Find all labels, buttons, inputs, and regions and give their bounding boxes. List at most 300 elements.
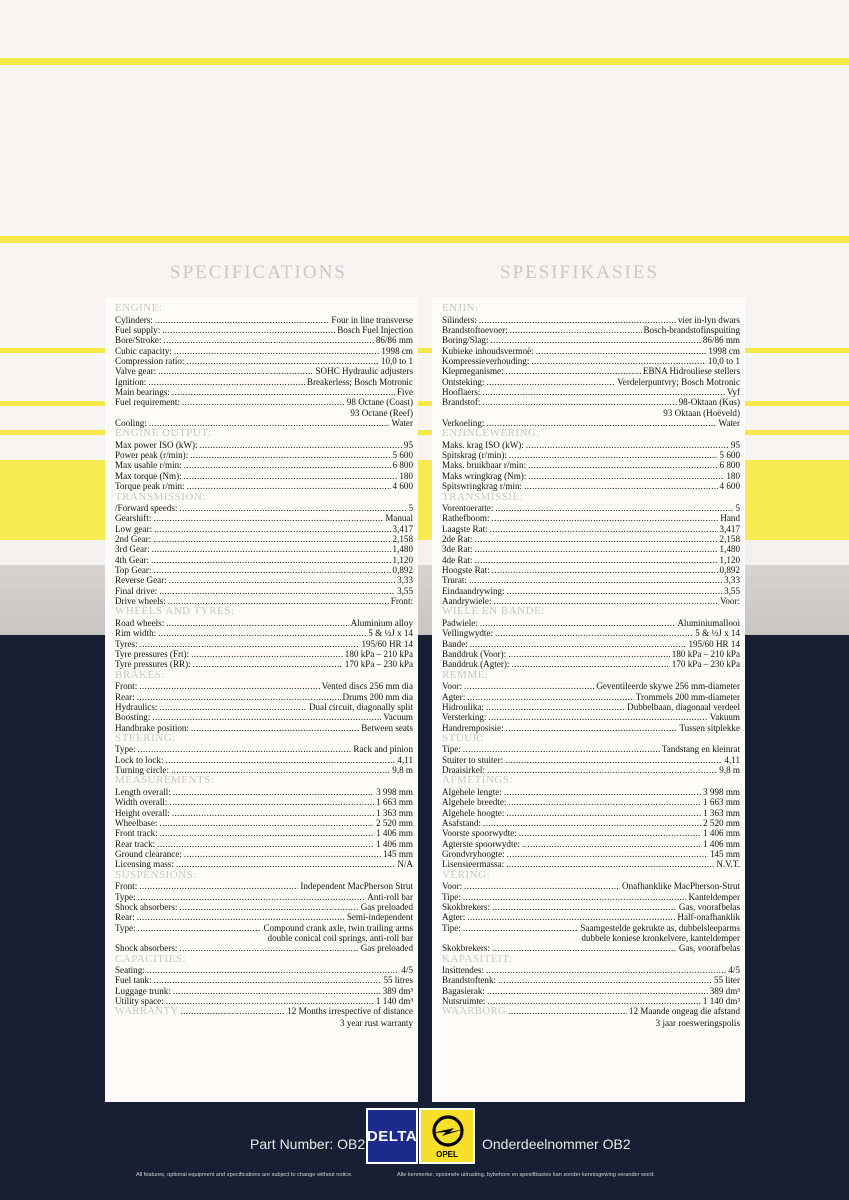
spec-group-heading: REMME: [442, 668, 489, 681]
dot-leader [507, 849, 708, 859]
spec-value: 145 mm [709, 848, 740, 859]
opel-blitz-icon [429, 1114, 467, 1150]
spec-label: WAARBORG [442, 1006, 507, 1018]
dot-leader [152, 712, 381, 722]
dot-leader [166, 755, 396, 765]
dot-leader [536, 346, 707, 356]
spec-label: Brandstof: [442, 397, 481, 408]
spec-row [442, 744, 740, 754]
spec-value: Front: [390, 596, 413, 607]
spec-value: 9,8 m [392, 765, 413, 776]
dot-leader [464, 681, 594, 691]
spec-value: Gas preloaded [360, 901, 413, 912]
dot-leader [482, 387, 724, 397]
spec-value: 12 Maande ongeag die afstand [628, 1006, 740, 1017]
spec-label: Maks wringkrag (Nm): [442, 470, 527, 481]
spec-label: Versterking: [442, 712, 487, 723]
spec-row [442, 881, 740, 891]
dot-leader [159, 818, 374, 828]
spec-row [115, 471, 413, 481]
spec-row [115, 397, 413, 407]
spec-row [442, 534, 740, 544]
spec-label: Front track: [115, 828, 158, 839]
spec-value: 1 663 mm [703, 797, 740, 808]
spec-value: 5 [408, 503, 413, 513]
spec-label: Final drive: [115, 585, 158, 596]
spec-value: 1998 cm [708, 345, 740, 356]
spec-row [442, 481, 740, 491]
spec-row [442, 555, 740, 565]
dot-leader [159, 702, 307, 712]
spec-row [115, 975, 413, 985]
dot-leader [139, 881, 298, 891]
dot-leader [482, 397, 676, 407]
dot-leader [160, 828, 374, 838]
spec-value: 3,417 [392, 523, 413, 534]
spec-label: Hooflaers: [442, 386, 481, 397]
spec-row [115, 965, 413, 975]
spec-row [115, 524, 413, 534]
spec-label: Trurat: [442, 575, 467, 586]
spec-label: Banddruk (Voor): [442, 648, 507, 659]
spec-label: Cubic capacity: [115, 345, 172, 356]
spec-value: EBNA Hidrouliese stellers [643, 366, 740, 377]
spec-label: Max power ISO (kW): [115, 439, 198, 450]
spec-value-continuation: 3 year rust warranty [340, 1017, 413, 1028]
spec-value: 180 kPa – 210 kPa [344, 648, 413, 659]
spec-group-heading: ENJINLEWERING: [442, 427, 541, 440]
spec-value: 1,480 [719, 544, 740, 555]
spec-label: Max usable r/min: [115, 460, 182, 471]
spec-value: Verdelerpuntvry; Bosch Motronic [617, 376, 740, 387]
spec-value: 6 800 [719, 460, 740, 471]
spec-label: Rear: [115, 691, 135, 702]
spec-label: 3rd Gear: [115, 544, 150, 555]
spec-row [115, 555, 413, 565]
spec-label: Draaisirkel: [442, 765, 485, 776]
spec-value: 1,120 [392, 554, 413, 565]
spec-value: 3,55 [397, 585, 413, 596]
spec-label: Handbrake position: [115, 722, 189, 733]
spec-label: Compression ratio: [115, 355, 185, 366]
spec-label: Fuel requirement: [115, 397, 180, 408]
spec-value: 9,8 m [719, 765, 740, 776]
spec-label: /Forward speeds: [115, 503, 178, 513]
spec-value: Anti-roll bar [367, 891, 413, 902]
dot-leader [153, 513, 383, 523]
spec-group-heading: STUUR: [442, 731, 485, 744]
spec-value: 55 liter [713, 975, 740, 986]
spec-row [442, 943, 740, 953]
spec-row [442, 808, 740, 818]
spec-label: Spitswringkrag r/min: [442, 481, 523, 492]
spec-label: Tipe: [442, 891, 461, 902]
spec-label: Hidroulika: [442, 701, 484, 712]
dot-leader [172, 808, 374, 818]
spec-label: 4th Gear: [115, 554, 150, 565]
spec-row [115, 460, 413, 470]
spec-row [115, 808, 413, 818]
dot-leader [166, 618, 348, 628]
spec-row [442, 356, 740, 366]
dot-leader [511, 659, 669, 669]
dot-leader [526, 440, 729, 450]
spec-row [115, 575, 413, 585]
dot-leader [463, 744, 660, 754]
spec-label: Gearshift: [115, 513, 152, 524]
dot-leader [147, 965, 400, 975]
spec-value-continuation: 93 Octane (Reef) [350, 407, 413, 418]
spec-row [115, 849, 413, 859]
dot-leader [488, 712, 707, 722]
spec-row [115, 923, 413, 933]
spec-value: Hand [720, 513, 740, 524]
dot-leader [173, 986, 381, 996]
spec-value: Water [391, 417, 413, 428]
spec-value: Vakuum [709, 712, 740, 723]
dot-leader [487, 986, 708, 996]
spec-value: Vyf [726, 386, 740, 397]
spec-row [115, 828, 413, 838]
spec-value: Vented discs 256 mm dia [321, 681, 413, 692]
dot-leader [169, 575, 395, 585]
spec-label: Licensing mass: [115, 859, 174, 870]
spec-row [115, 366, 413, 376]
spec-label: Spitskrag (r/min): [442, 450, 507, 461]
dot-leader [179, 503, 406, 513]
spec-label: Cooling: [115, 417, 147, 428]
spec-row [442, 628, 740, 638]
spec-label: Handremposisie: [442, 722, 504, 733]
spec-value: 2,158 [719, 534, 740, 545]
spec-label: Skokbrekers: [442, 901, 490, 912]
spec-value: Aluminiumallooi [677, 617, 740, 628]
dot-leader [495, 628, 693, 638]
spec-label: Voor: [442, 681, 463, 692]
spec-row [442, 503, 740, 513]
dot-leader [487, 765, 717, 775]
spec-label: Tyre pressures (Frt): [115, 648, 190, 659]
dot-leader [154, 975, 382, 985]
spec-label: Cylinders: [115, 314, 153, 325]
spec-label: Nutsruimte: [442, 996, 486, 1007]
spec-label: Road wheels: [115, 617, 165, 628]
spec-row [442, 702, 740, 712]
spec-label: Turning circle: [115, 765, 169, 776]
yellow-stripe [0, 58, 849, 65]
dot-leader [152, 544, 391, 554]
spec-label: Lock to lock: [115, 754, 164, 765]
dot-leader [191, 649, 343, 659]
dot-leader [475, 534, 718, 544]
spec-value: 5 [735, 503, 740, 513]
spec-label: 2de Rat: [442, 534, 473, 545]
spec-label: Voorste spoorwydte: [442, 828, 517, 839]
spec-label: Hoogste Rat: [442, 565, 490, 576]
dot-leader [138, 923, 262, 933]
spec-row [115, 881, 413, 891]
spec-value-continuation: 3 jaar roesweringspolis [655, 1017, 740, 1028]
spec-value: 1 406 mm [703, 828, 740, 839]
spec-row [115, 503, 413, 513]
spec-row [442, 524, 740, 534]
spec-value: 95 [730, 439, 740, 450]
spec-row [115, 628, 413, 638]
spec-value: N.V.T. [716, 859, 740, 870]
dot-leader [172, 387, 395, 397]
spec-value: Dubbelbaan, diagonaal verdeel [627, 701, 740, 712]
spec-row [442, 440, 740, 450]
spec-label: Kompressieverhouding: [442, 355, 530, 366]
spec-value: Five [396, 386, 413, 397]
spec-value: 86/86 mm [375, 335, 413, 346]
spec-label: Type: [115, 891, 136, 902]
specs-panel-english [105, 297, 418, 1102]
spec-value: Tandstang en kleinrat [661, 744, 740, 755]
spec-label: Fuel tank: [115, 975, 152, 986]
spec-label: Padwiele: [442, 617, 478, 628]
spec-value: 170 kPa – 230 kPa [344, 659, 413, 670]
spec-group-heading: TRANSMISSION: [115, 490, 206, 503]
spec-label: Vorentoeratte: [442, 503, 494, 513]
spec-group-heading: KAPASITEIT: [442, 952, 513, 965]
spec-row [115, 534, 413, 544]
spec-label: Boosting: [115, 712, 151, 723]
dot-leader [140, 639, 360, 649]
dot-leader [179, 902, 358, 912]
spec-value: 1 363 mm [376, 807, 413, 818]
spec-value: Saamgestelde gekrukte as, dubbelsleeparms [580, 922, 740, 933]
opel-logo [419, 1108, 475, 1164]
spec-label: Maks. bruikbaar r/min: [442, 460, 527, 471]
spec-value: 2 520 mm [376, 817, 413, 828]
spec-row [442, 755, 740, 765]
spec-label: WARRANTY [115, 1006, 179, 1018]
spec-label: Tipe: [442, 922, 461, 933]
dot-leader [181, 1006, 286, 1016]
spec-row [442, 387, 740, 397]
spec-value: 95 [403, 439, 413, 450]
dot-leader [490, 335, 700, 345]
spec-row [115, 702, 413, 712]
spec-value: Gas preloaded [360, 943, 413, 954]
spec-group-heading: TRANSMISSIE: [442, 490, 524, 503]
dot-leader [475, 555, 718, 565]
spec-group-heading: STEERING: [115, 731, 176, 744]
spec-value: 0,892 [719, 565, 740, 576]
dot-leader [162, 325, 335, 335]
spec-row [442, 450, 740, 460]
spec-row [442, 849, 740, 859]
spec-value: 10,0 to 1 [380, 355, 413, 366]
spec-value: 170 kPa – 230 kPa [671, 659, 740, 670]
dot-leader [157, 839, 374, 849]
spec-row [115, 618, 413, 628]
spec-row [442, 366, 740, 376]
dot-leader [179, 943, 358, 953]
spec-value: 1998 cm [381, 345, 413, 356]
spec-value: Vacuum [383, 712, 413, 723]
spec-value: Tussen sitplekke [679, 722, 740, 733]
dot-leader [154, 524, 390, 534]
dot-leader [506, 859, 714, 869]
dot-leader [492, 565, 718, 575]
spec-label: Width overall: [115, 797, 168, 808]
spec-group-heading: WHEELS AND TYRES: [115, 605, 235, 618]
spec-row [115, 744, 413, 754]
spec-value: 1,480 [392, 544, 413, 555]
dot-leader [153, 565, 390, 575]
spec-label: Banddruk (Agter): [442, 659, 510, 670]
spec-label: Main bearings: [115, 386, 170, 397]
part-number-af: Onderdeelnommer OB2 [482, 1136, 631, 1152]
spec-value: 10,0 to 1 [707, 355, 740, 366]
spec-row [115, 996, 413, 1006]
spec-value-continuation: dubbele koniese kronkelvere, kanteldemper [581, 932, 740, 943]
spec-value: SOHC Hydraulic adjusters [315, 366, 413, 377]
spec-row [115, 1006, 413, 1017]
spec-row [442, 397, 740, 407]
spec-value: Bosch Fuel Injection [337, 324, 413, 335]
dot-leader [163, 335, 373, 345]
spec-label: Algehele breedte: [442, 797, 507, 808]
dot-leader [139, 681, 319, 691]
spec-label: Tipe: [442, 744, 461, 755]
spec-label: Brandstoftenk: [442, 975, 497, 986]
spec-row [442, 618, 740, 628]
spec-value: 3 998 mm [376, 786, 413, 797]
spec-value: Voor: [719, 596, 740, 607]
spec-row [442, 513, 740, 523]
spec-label: Reverse Gear: [115, 575, 167, 586]
spec-value-continuation: 93 Oktaan (Hoëveld) [663, 407, 740, 418]
spec-value: 0,892 [392, 565, 413, 576]
spec-label: Ignition: [115, 376, 147, 387]
spec-row [442, 325, 740, 335]
spec-label: Power peak (r/min): [115, 450, 189, 461]
spec-value: Onafhanklike MacPherson-Strut [622, 881, 740, 892]
spec-label: Wheelbase: [115, 817, 158, 828]
dot-leader [492, 902, 677, 912]
spec-value: 4,11 [724, 754, 740, 765]
dot-leader [184, 471, 398, 481]
dot-leader [184, 849, 381, 859]
spec-group-heading: VERING: [442, 868, 491, 881]
dot-leader [505, 755, 722, 765]
spec-label: Max torque (Nm): [115, 470, 182, 481]
dot-leader [191, 723, 359, 733]
dot-leader [480, 618, 675, 628]
spec-row [442, 692, 740, 702]
spec-value: 195/60 HR 14 [688, 638, 740, 649]
spec-label: Laagste Rat: [442, 523, 488, 534]
spec-row [442, 681, 740, 691]
spec-group-heading: BRAKES: [115, 668, 165, 681]
spec-label: Rathefboom: [442, 513, 490, 524]
dot-leader [190, 450, 390, 460]
spec-label: Fuel supply: [115, 324, 161, 335]
spec-row [442, 575, 740, 585]
dot-leader [479, 315, 676, 325]
spec-row [115, 325, 413, 335]
spec-label: Rear: [115, 912, 135, 923]
dot-leader [524, 481, 717, 491]
spec-label: Stuiter to stuiter: [442, 754, 504, 765]
dot-leader [508, 1006, 627, 1016]
dot-leader [467, 692, 634, 702]
dot-leader [483, 818, 701, 828]
dot-leader [193, 659, 343, 669]
spec-row [115, 544, 413, 554]
spec-value: 98 Octane (Coast) [346, 397, 413, 408]
spec-value: 1 406 mm [703, 838, 740, 849]
dot-leader [169, 797, 374, 807]
dot-leader [463, 923, 579, 933]
spec-value: Trommels 200 mm-diameter [635, 691, 740, 702]
dot-leader [151, 555, 390, 565]
dot-leader [184, 460, 391, 470]
spec-row [115, 902, 413, 912]
spec-row [442, 377, 740, 387]
spec-label: Insittendes: [442, 965, 484, 976]
spec-value: Rack and pinion [353, 744, 413, 755]
dot-leader [510, 325, 642, 335]
spec-label: Aandrywiele: [442, 596, 492, 607]
dot-leader [491, 513, 718, 523]
spec-row [442, 460, 740, 470]
spec-value: 4 600 [719, 481, 740, 492]
spec-label: Drive wheels: [115, 596, 166, 607]
spec-row [442, 649, 740, 659]
spec-value: 12 Months irrespective of distance [287, 1006, 413, 1017]
spec-row [115, 649, 413, 659]
dot-leader [504, 787, 701, 797]
spec-value: Compound crank axle, twin trailing arms [263, 922, 413, 933]
spec-row [442, 996, 740, 1006]
spec-label: Asafstand: [442, 817, 481, 828]
spec-row [442, 712, 740, 722]
spec-row [442, 923, 740, 933]
spec-value: Semi-independent [346, 912, 413, 923]
spec-row [115, 912, 413, 922]
spec-row [442, 544, 740, 554]
spec-row [115, 787, 413, 797]
spec-label: Type: [115, 922, 136, 933]
spec-label: Lisensieermassa: [442, 859, 505, 870]
disclaimer-en: All features, optional equipment and specifications are subject to change without notice. [136, 1172, 353, 1178]
spec-label: Voor: [442, 881, 463, 892]
spec-row [442, 471, 740, 481]
spec-label: Height overall: [115, 807, 170, 818]
spec-label: Agterste spoorwydte: [442, 838, 521, 849]
spec-label: Grondvryhoogte: [442, 848, 505, 859]
part-number-en: Part Number: OB2 [250, 1136, 366, 1152]
dot-leader [506, 808, 701, 818]
spec-value: 1 140 dm³ [702, 996, 740, 1007]
spec-value: 1 363 mm [703, 807, 740, 818]
spec-value: 1,120 [719, 554, 740, 565]
spec-value: 3,55 [724, 585, 740, 596]
dot-leader [138, 892, 366, 902]
spec-label: Seating: [115, 965, 145, 976]
dot-leader [176, 859, 395, 869]
dot-leader [174, 346, 380, 356]
spec-value: 1 406 mm [376, 828, 413, 839]
spec-label: Kubieke inhoudsvermoë: [442, 345, 534, 356]
spec-row [115, 440, 413, 450]
spec-label: Shock absorbers: [115, 901, 178, 912]
dot-leader [508, 649, 670, 659]
